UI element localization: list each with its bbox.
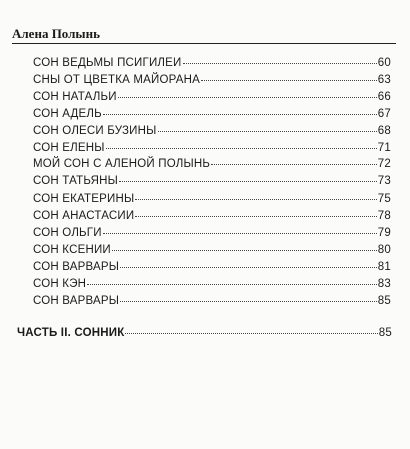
dot-leader [120,267,377,268]
toc-entry [33,90,391,104]
dot-leader [103,233,377,234]
toc-entry-title: СОН ВАРВАРЫ [33,295,120,307]
dot-leader [118,97,377,98]
dot-leader [87,284,377,285]
toc-entry-title: СОН КСЕНИИ [33,244,111,256]
dot-leader [135,216,376,217]
toc-entry-page: 73 [377,175,391,187]
dot-leader [201,80,377,81]
toc-entry-page: 71 [377,142,391,154]
dot-leader [112,250,377,251]
toc-entry [33,260,391,274]
dot-leader [120,301,377,302]
toc-entry [33,277,391,291]
toc-part-page: 85 [378,327,392,339]
header-rule [12,43,396,44]
toc-entry [33,192,391,206]
dot-leader [125,333,377,334]
toc-entry-page: 81 [377,261,391,273]
toc-entry-page: 83 [377,278,391,290]
toc-entry-title: СОН ВЕДЬМЫ ПСИГИЛЕИ [33,57,182,69]
toc-entry-title: СОН КЭН [33,278,87,290]
toc-entry-page: 67 [377,108,391,120]
toc-entry [33,209,391,223]
toc-entry [33,124,391,138]
toc-entry-page: 72 [377,158,391,170]
toc-entry-page: 60 [377,57,391,69]
toc-entry [33,174,391,188]
toc-entry-title: СОН НАТАЛЬИ [33,91,117,103]
toc-entry-page: 79 [377,227,391,239]
author-name: Алена Полынь [12,26,100,41]
toc-entry-page: 85 [377,295,391,307]
dot-leader [135,199,376,200]
toc-entry-page: 63 [377,74,391,86]
toc-entry [33,141,391,155]
toc-entry [33,294,391,308]
toc-entry-title: СОН ВАРВАРЫ [33,261,120,273]
toc-entry-page: 78 [377,210,391,222]
toc-entry-title: СОН ОЛЕСИ БУЗИНЫ [33,125,157,137]
toc-entry [33,56,391,70]
toc-entry-page: 80 [377,244,391,256]
toc-entry [33,243,391,257]
toc-entry [33,226,391,240]
dot-leader [158,131,377,132]
toc-entry-page: 68 [377,125,391,137]
toc-entry-title: СНЫ ОТ ЦВЕТКА МАЙОРАНА [33,74,200,86]
toc-part-title: ЧАСТЬ II. СОННИК [17,327,125,339]
toc-entry-title: СОН АДЕЛЬ [33,108,102,120]
toc-part-entry [17,326,392,340]
running-header [12,26,396,42]
dot-leader [103,114,377,115]
toc-entry-title: СОН АНАСТАСИИ [33,210,135,222]
toc-entry-page: 66 [377,91,391,103]
toc-entry-title: СОН ЕЛЕНЫ [33,142,105,154]
toc-entry-title: МОЙ СОН С АЛЕНОЙ ПОЛЫНЬ [33,158,211,170]
toc-entry [33,73,391,87]
dot-leader [106,148,377,149]
toc-entry-page: 75 [377,193,391,205]
toc-entry-title: СОН ОЛЬГИ [33,227,102,239]
dot-leader [119,181,377,182]
dot-leader [183,63,377,64]
toc-entry [33,107,391,121]
toc-entry-title: СОН ЕКАТЕРИНЫ [33,193,135,205]
toc-entry [33,157,391,171]
toc-entry-title: СОН ТАТЬЯНЫ [33,175,118,187]
dot-leader [211,164,377,165]
